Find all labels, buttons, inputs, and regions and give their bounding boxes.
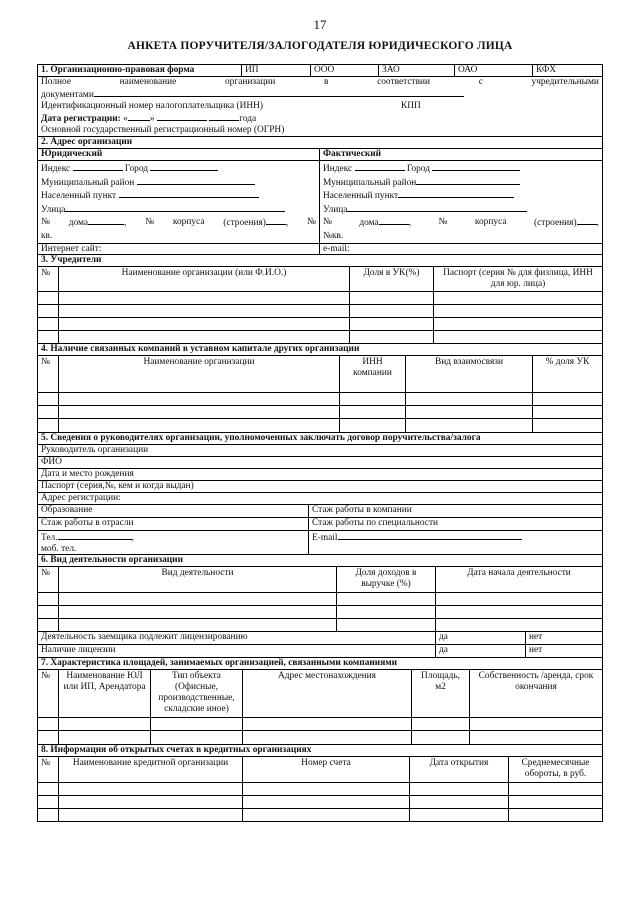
accounts-col-date: Дата открытия	[409, 757, 508, 782]
legal-kv-label: кв.	[41, 230, 53, 241]
education-label: Образование	[41, 504, 93, 515]
premises-row[interactable]	[38, 718, 602, 731]
section-5-heading-row	[38, 433, 602, 445]
section-6-heading-row	[38, 555, 602, 567]
premises-col-name: Наименование ЮЛ или ИП, Арендатора	[58, 670, 150, 717]
form-option-kfh[interactable]: КФХ	[532, 65, 602, 76]
email-box	[308, 531, 602, 554]
accounts-col-bank: Наименование кредитной организации	[58, 757, 242, 782]
address-row[interactable]	[38, 493, 602, 505]
actual-house	[359, 216, 411, 230]
legal-house-line	[41, 216, 316, 230]
section-8-heading: 8. Информация об открытых счетах в кредитных организациях	[41, 744, 312, 755]
form-option-zao[interactable]: ЗАО	[378, 65, 454, 76]
legal-city-label: Город	[124, 164, 149, 174]
head-email-label: E-mail	[312, 532, 338, 543]
actual-city-input[interactable]	[432, 162, 520, 171]
email-label: e-mail:	[319, 244, 602, 254]
full-name-input[interactable]	[94, 88, 464, 97]
section-4-heading: 4. Наличие связанных компаний в уставном капитале других организации	[41, 343, 360, 354]
related-row[interactable]	[38, 393, 602, 406]
actual-street-line	[323, 203, 599, 217]
actual-district-line	[323, 176, 599, 190]
form-option-ip[interactable]: ИП	[241, 65, 310, 76]
passport-label: Паспорт (серия,№, кем и когда выдан)	[41, 480, 194, 491]
phones	[38, 531, 308, 554]
legal-comma-1: ,	[124, 218, 127, 229]
accounts-row[interactable]	[38, 783, 602, 796]
actual-house-line	[323, 216, 599, 230]
questionnaire-form	[37, 64, 603, 822]
legal-stroenie	[223, 216, 288, 230]
form-option-oao[interactable]: ОАО	[454, 65, 532, 76]
website-label: Интернет сайт:	[41, 243, 102, 254]
actual-settlement-line	[323, 189, 599, 203]
activity-header	[38, 567, 602, 593]
license-required-yes[interactable]: да	[435, 632, 525, 644]
accounts-col-no: №	[41, 757, 50, 768]
legal-stroenie-label: (строения)	[223, 218, 266, 229]
inn-line	[41, 101, 599, 112]
related-header	[38, 356, 602, 393]
related-row[interactable]	[38, 406, 602, 419]
legal-district-label: Муниципальный район	[41, 177, 135, 188]
mobile-label: моб. тел.	[41, 543, 77, 554]
regdate-year-label: года	[239, 114, 257, 124]
legal-city-input[interactable]	[150, 162, 218, 171]
form-option-ooo[interactable]: ООО	[310, 65, 378, 76]
founders-col-passport: Паспорт (серия № для физлица, ИНН для юр. лица)	[433, 267, 602, 291]
founders-row[interactable]	[38, 331, 602, 344]
legal-street-label: Улица	[41, 204, 66, 215]
section-2-heading: 2. Адрес организации	[41, 137, 133, 147]
regdate-label: Дата регистрации:	[41, 114, 121, 124]
license-present-no[interactable]: нет	[525, 645, 602, 657]
birth-row[interactable]	[38, 469, 602, 481]
accounts-header	[38, 757, 602, 783]
activity-col-date: Дата начала деятельности	[435, 567, 602, 592]
founders-header	[38, 267, 602, 292]
fio-label: ФИО	[41, 456, 62, 467]
actual-kv-line	[323, 230, 599, 243]
legal-index-line	[41, 162, 316, 176]
legal-stroenie-input[interactable]	[266, 216, 286, 225]
legal-house-input[interactable]	[88, 216, 124, 225]
full-name-block	[38, 77, 602, 137]
activity-row[interactable]	[38, 606, 602, 619]
actual-house-label: дома	[359, 218, 379, 229]
section-2-heading-row	[38, 137, 602, 149]
legal-no-3: №	[307, 217, 316, 228]
actual-stroenie-label: (строения)	[533, 218, 577, 229]
legal-index-input[interactable]	[73, 162, 123, 171]
legal-address	[38, 161, 319, 243]
activity-row[interactable]	[38, 619, 602, 632]
section-8-heading-row	[38, 745, 602, 757]
premises-col-ownership: Собственность /аренда, срок окончания	[469, 670, 602, 717]
education-row	[38, 505, 602, 518]
regdate-year-input[interactable]	[209, 112, 239, 121]
web-row	[38, 243, 602, 255]
section-6-heading: 6. Вид деятельности организации	[41, 554, 183, 565]
actual-district-label: Муниципальный район	[323, 177, 417, 188]
page-number: 17	[313, 17, 327, 32]
full-name-label	[41, 77, 599, 88]
license-present-row	[38, 645, 602, 658]
related-col-share: % доля УК	[532, 356, 602, 392]
legal-street-input[interactable]	[65, 203, 285, 212]
regdate-day-input[interactable]	[128, 112, 150, 121]
section-5-heading: 5. Сведения о руководителях организации, уполномоченных заключать договор поручительства/залога	[41, 432, 481, 443]
section-7-heading-row	[38, 658, 602, 670]
regdate-quote-close: »	[149, 114, 155, 124]
founders-row[interactable]	[38, 318, 602, 331]
license-required-row	[38, 632, 602, 645]
founders-col-no: №	[41, 267, 50, 278]
legal-korpus-label: корпуса	[172, 217, 205, 228]
actual-index-line	[323, 162, 599, 176]
license-required-no[interactable]: нет	[525, 632, 602, 644]
inn-label: Идентификационный номер налогоплательщика (ИНН)	[41, 101, 264, 111]
accounts-col-number: Номер счета	[242, 757, 409, 782]
full-name-word: в	[323, 77, 329, 87]
ogrn-line: Основной государственный регистрационный номер (ОГРН)	[41, 125, 285, 135]
legal-index-label: Индекс	[41, 164, 71, 174]
exp-specialty-label: Стаж работы по специальности	[308, 518, 602, 530]
head-label-row	[38, 445, 602, 457]
premises-row[interactable]	[38, 731, 602, 745]
actual-settlement-label: Населенный пункт	[323, 191, 399, 202]
activity-row[interactable]	[38, 593, 602, 606]
related-col-relation: Вид взаимосвязи	[405, 356, 532, 392]
section-3-heading-row	[38, 255, 602, 267]
phone-label: Тел.	[41, 532, 58, 543]
full-name-word: наименование	[119, 77, 177, 87]
address-fields	[38, 161, 602, 243]
birth-label: Дата и место рождения	[41, 468, 134, 479]
legal-settlement-label: Населенный пункт	[41, 191, 117, 202]
legal-house-label: дома	[68, 218, 89, 229]
license-present-yes[interactable]: да	[435, 645, 525, 657]
full-name-word: учредительными	[531, 77, 599, 87]
legal-address-heading: Юридический	[41, 149, 103, 159]
related-col-name: Наименование организации	[58, 356, 339, 392]
accounts-row[interactable]	[38, 796, 602, 809]
premises-col-address: Адрес местонахождения	[242, 670, 411, 717]
phone-input[interactable]	[58, 531, 132, 540]
founders-row[interactable]	[38, 305, 602, 318]
premises-col-no: №	[41, 670, 50, 681]
actual-house-input[interactable]	[379, 216, 409, 225]
legal-district-input[interactable]	[137, 176, 255, 185]
actual-district-input[interactable]	[416, 176, 520, 185]
full-name-line-2-text: документами	[41, 90, 94, 100]
contacts-row	[38, 531, 602, 555]
section-7-heading: 7. Характеристика площадей, занимаемых организацией, связанными компаниями	[41, 657, 398, 668]
fio-row[interactable]	[38, 457, 602, 469]
accounts-col-turnover: Среднемесячные обороты, в руб.	[508, 757, 602, 782]
legal-district-line	[41, 176, 316, 190]
full-name-line-2	[41, 88, 599, 101]
actual-kv-label: №кв.	[323, 230, 344, 241]
regdate-line	[41, 112, 599, 125]
related-row[interactable]	[38, 419, 602, 433]
legal-street-line	[41, 203, 316, 217]
legal-no-1: №	[41, 217, 50, 228]
actual-index-input[interactable]	[355, 162, 405, 171]
address-type-row	[38, 149, 602, 161]
passport-row[interactable]	[38, 481, 602, 493]
actual-comma-2: ,	[596, 218, 599, 229]
section-3-heading: 3. Учредители	[41, 254, 102, 265]
actual-address	[319, 161, 602, 243]
activity-col-type: Вид деятельности	[58, 567, 336, 592]
regdate-quote-open: «	[123, 114, 128, 124]
actual-index-label: Индекс	[323, 164, 353, 174]
head-label: Руководитель организации	[41, 444, 149, 455]
form-title: АНКЕТА ПОРУЧИТЕЛЯ/ЗАЛОГОДАТЕЛЯ ЮРИДИЧЕСКОГО ЛИЦА	[127, 40, 513, 52]
legal-settlement-line	[41, 189, 316, 203]
experience-row	[38, 518, 602, 531]
actual-stroenie-input[interactable]	[577, 216, 597, 225]
actual-city-label: Город	[406, 164, 431, 174]
reg-address-label: Адрес регистрации:	[41, 492, 121, 503]
legal-no-2: №	[145, 217, 155, 228]
activity-col-no: №	[41, 567, 50, 578]
legal-settlement-input[interactable]	[119, 189, 259, 198]
founders-col-name: Наименование организации (или Ф.И.О.)	[58, 267, 349, 291]
activity-col-share: Доля доходов в выручке (%)	[336, 567, 435, 592]
actual-settlement-input[interactable]	[398, 189, 514, 198]
license-present-label: Наличие лицензии	[41, 644, 116, 655]
actual-street-label: Улица	[323, 204, 348, 215]
actual-no-2: №	[438, 217, 448, 228]
legal-comma-2: ,	[285, 218, 289, 229]
exp-industry-label: Стаж работы в отрасли	[41, 517, 134, 528]
phone-line: Тел. ,	[41, 532, 134, 543]
actual-stroenie	[534, 216, 599, 230]
actual-comma-1: ,	[408, 218, 412, 229]
license-required-label: Деятельность заемщика подлежит лицензированию	[41, 631, 248, 642]
section-4-heading-row	[38, 344, 602, 356]
founders-row[interactable]	[38, 292, 602, 305]
premises-col-type: Тип объекта (Офисные, производственные, складские иное)	[150, 670, 242, 717]
exp-company-label: Стаж работы в компании	[308, 505, 602, 517]
full-name-word: соответствии	[377, 77, 431, 87]
actual-address-heading: Фактический	[319, 149, 602, 160]
actual-no-1: №	[323, 217, 332, 228]
accounts-row[interactable]	[38, 809, 602, 822]
legal-kv-line	[41, 230, 316, 243]
kpp-label: КПП	[401, 101, 421, 111]
founders-col-share: Доля в УК(%)	[349, 267, 433, 291]
actual-street-input[interactable]	[347, 203, 527, 212]
actual-korpus-label: корпуса	[474, 217, 507, 228]
related-col-no: №	[41, 356, 50, 367]
full-name-word: Полное	[41, 77, 71, 87]
head-email-input[interactable]	[338, 531, 522, 540]
premises-header	[38, 670, 602, 718]
full-name-word: организации	[224, 77, 276, 87]
premises-col-area: Площадь, м2	[411, 670, 469, 717]
legal-form-row	[38, 65, 602, 77]
related-col-inn: ИНН компании	[339, 356, 405, 392]
legal-house	[69, 216, 127, 230]
regdate-month-input[interactable]	[157, 112, 207, 121]
section-1-heading: 1. Организационно-правовая форма	[41, 65, 195, 75]
full-name-word: с	[478, 77, 483, 87]
